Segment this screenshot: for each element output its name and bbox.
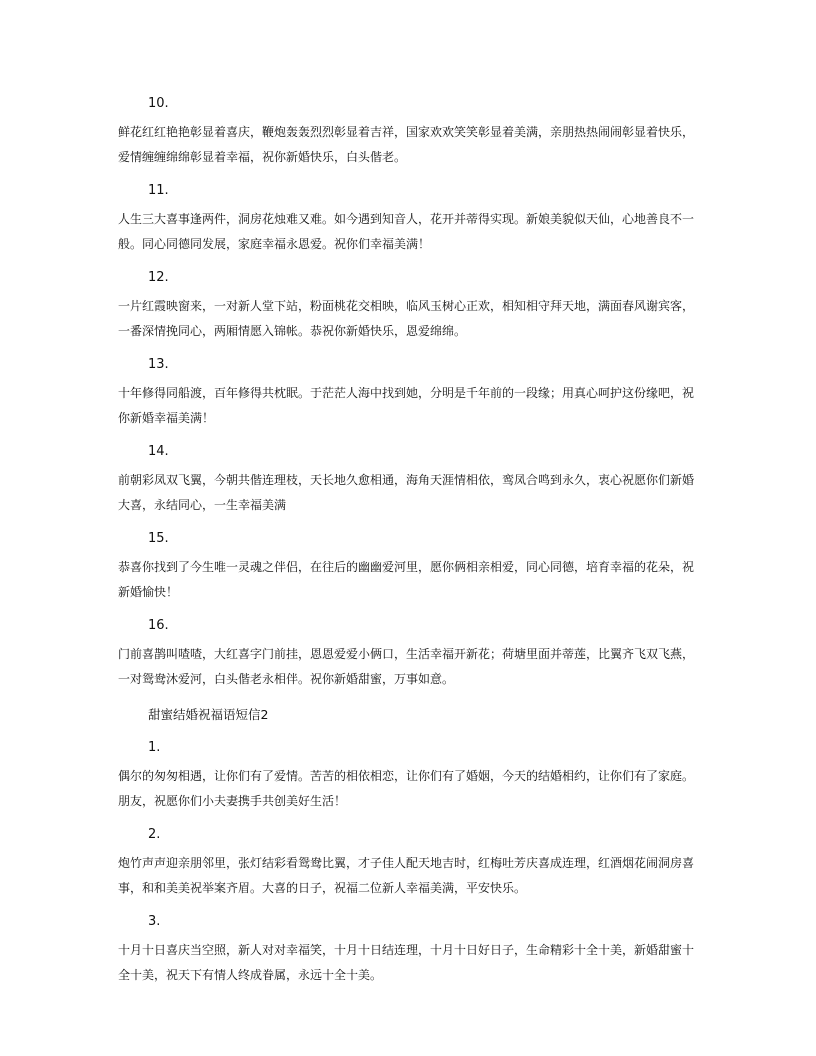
entry-number: 3. (148, 914, 161, 929)
entry-11 (118, 181, 694, 257)
entry-12 (118, 268, 694, 344)
entry-text: 十月十日喜庆当空照，新人对对幸福笑，十月十日结连理，十月十日好日子，生命精彩十全十美，新婚甜蜜十全十美，祝天下有情人终成眷属，永远十全十美。 (118, 943, 695, 982)
entry-text: 一片红霞映窗来，一对新人堂下站，粉面桃花交相映，临风玉树心正欢，相知相守拜天地，满面春风谢宾客，一番深情挽同心，两厢情愿入锦帐。恭祝你新婚快乐，恩爱绵绵。 (118, 299, 695, 338)
entry-number: 15. (148, 531, 169, 546)
entry-16 (118, 616, 694, 692)
entry-15 (118, 529, 694, 605)
entry-text: 恭喜你找到了今生唯一灵魂之伴侣，在往后的幽幽爱河里，愿你俩相亲相爱，同心同德，培育幸福的花朵，祝新婚愉快！ (118, 560, 695, 599)
entry-text: 偶尔的匆匆相遇，让你们有了爱情。苦苦的相依相恋，让你们有了婚姻，今天的结婚相约，让你们有了家庭。朋友，祝愿你们小夫妻携手共创美好生活！ (118, 769, 695, 808)
entry-number: 12. (148, 270, 169, 285)
entry-number: 14. (148, 444, 169, 459)
entry-14 (118, 442, 694, 518)
entry-10 (118, 94, 694, 170)
entry-b2 (118, 825, 694, 901)
entry-number: 1. (148, 740, 161, 755)
entry-number: 13. (148, 357, 169, 372)
entry-text: 炮竹声声迎亲朋邻里，张灯结彩看鸳鸯比翼，才子佳人配天地吉时，红梅吐芳庆喜成连理，红酒烟花闹洞房喜事，和和美美祝举案齐眉。大喜的日子，祝福二位新人幸福美满，平安快乐。 (118, 856, 695, 895)
section-title: 甜蜜结婚祝福语短信2 (148, 707, 269, 722)
entry-text: 前朝彩凤双飞翼，今朝共偕连理枝，天长地久愈相通，海角天涯情相依，鸾凤合鸣到永久，衷心祝愿你们新婚大喜，永结同心，一生幸福美满 (118, 473, 695, 512)
entry-text: 鲜花红红艳艳彰显着喜庆，鞭炮轰轰烈烈彰显着吉祥，国家欢欢笑笑彰显着美满，亲朋热热闹闹彰显着快乐，爱情缠缠绵绵彰显着幸福，祝你新婚快乐，白头偕老。 (118, 125, 695, 164)
entry-text: 人生三大喜事逢两件，洞房花烛难又难。如今遇到知音人，花开并蒂得实现。新娘美貌似天仙，心地善良不一般。同心同德同发展，家庭幸福永恩爱。祝你们幸福美满！ (118, 212, 695, 251)
entry-b3 (118, 912, 694, 988)
entry-number: 16. (148, 618, 169, 633)
entry-b1 (118, 738, 694, 814)
entry-text: 十年修得同船渡，百年修得共枕眠。于茫茫人海中找到她，分明是千年前的一段缘；用真心呵护这份缘吧，祝你新婚幸福美满！ (118, 386, 695, 425)
entry-number: 2. (148, 827, 161, 842)
entry-number: 11. (148, 183, 169, 198)
entry-text: 门前喜鹊叫喳喳，大红喜字门前挂，恩恩爱爱小俩口，生活幸福开新花；荷塘里面并蒂莲，比翼齐飞双飞燕，一对鸳鸯沐爱河，白头偕老永相伴。祝你新婚甜蜜，万事如意。 (118, 647, 695, 686)
entry-13 (118, 355, 694, 431)
entry-number: 10. (148, 96, 169, 111)
